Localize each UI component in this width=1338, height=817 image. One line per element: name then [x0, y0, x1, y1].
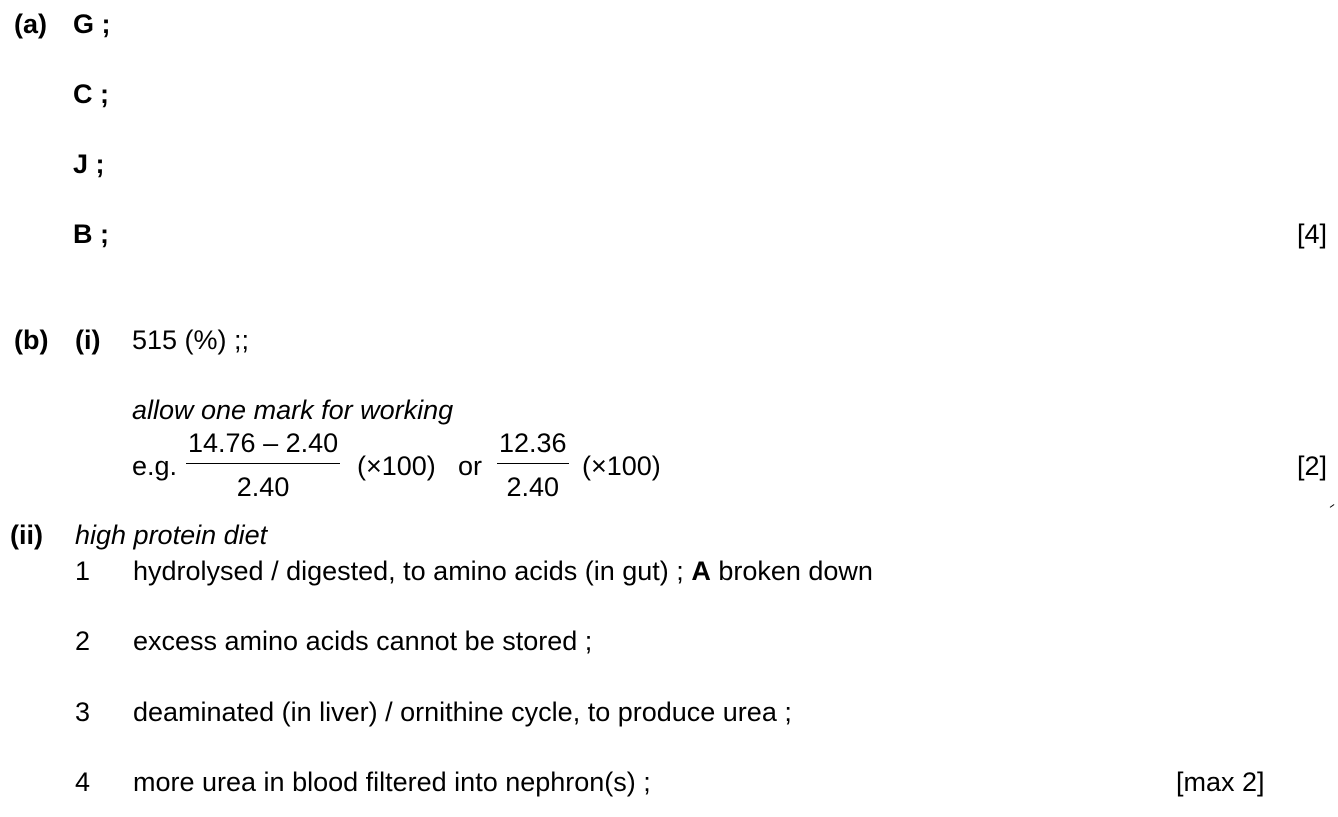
answer-a-4: B ;	[73, 219, 109, 249]
answer-a-2: C ;	[73, 79, 109, 109]
point-2-number: 2	[75, 626, 91, 656]
part-a-label: (a)	[14, 9, 47, 39]
point-1-text-main: hydrolysed / digested, to amino acids (in gut) ;	[133, 556, 684, 586]
or-text: or	[458, 451, 483, 481]
marks-b-ii: [max 2]	[1176, 767, 1265, 797]
accept-marker: A	[691, 556, 711, 586]
fraction-1	[186, 430, 340, 501]
times-100-1: (×100)	[357, 451, 436, 481]
point-1-text	[133, 558, 873, 585]
fraction-2	[497, 430, 569, 501]
sub-i-label: (i)	[75, 325, 101, 355]
sub-ii-label: (ii)	[10, 520, 43, 550]
point-4-text: more urea in blood filtered into nephron(s) ;	[133, 767, 651, 797]
tick-mark	[1330, 504, 1338, 512]
fraction-2-numerator: 12.36	[497, 430, 569, 464]
point-4-number: 4	[75, 767, 91, 797]
answer-a-1: G ;	[73, 9, 111, 39]
sub-ii-heading: high protein diet	[75, 520, 268, 550]
point-1-text-alt: broken down	[718, 556, 873, 586]
point-3-number: 3	[75, 697, 91, 727]
fraction-1-numerator: 14.76 – 2.40	[186, 430, 340, 464]
fraction-2-denominator: 2.40	[506, 472, 560, 502]
point-2-text: excess amino acids cannot be stored ;	[133, 626, 593, 656]
eg-label: e.g.	[132, 451, 178, 481]
times-100-2: (×100)	[582, 451, 661, 481]
point-3-text: deaminated (in liver) / ornithine cycle, to produce urea ;	[133, 697, 792, 727]
point-1-number: 1	[75, 556, 91, 586]
part-b-label: (b)	[14, 325, 49, 355]
answer-b-i: 515 (%) ;;	[132, 325, 250, 355]
fraction-1-denominator: 2.40	[236, 472, 290, 502]
answer-a-3: J ;	[73, 149, 105, 179]
marks-a: [4]	[1297, 219, 1328, 249]
marks-b-i: [2]	[1297, 451, 1328, 481]
working-note: allow one mark for working	[132, 395, 454, 425]
